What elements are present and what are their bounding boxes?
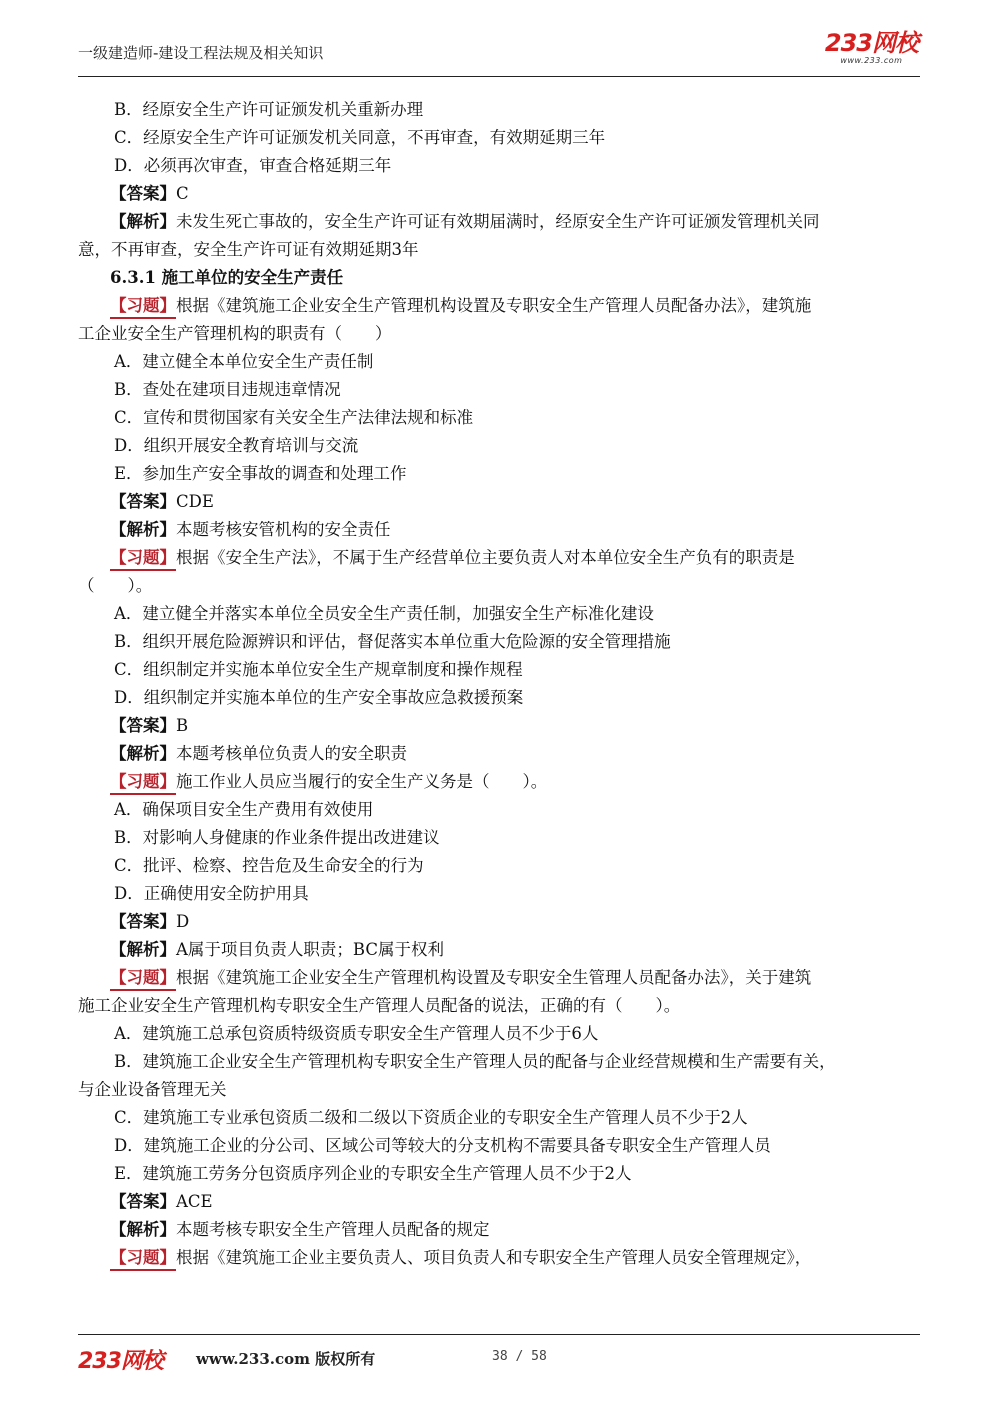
option-line: A．建立健全本单位安全生产责任制 bbox=[114, 352, 374, 371]
stem-text: 根据《建筑施工企业安全生产管理机构设置及专职安全生管理人员配备办法》，关于建筑 bbox=[176, 968, 812, 987]
answer-value: CDE bbox=[176, 492, 214, 511]
option-line: B．查处在建项目违规违章情况 bbox=[114, 380, 341, 399]
option-line: D．必须再次审查，审查合格延期三年 bbox=[114, 156, 392, 175]
page-number: 38 / 58 bbox=[492, 1349, 547, 1364]
option-continuation: 与企业设备管理无关 bbox=[78, 1080, 227, 1099]
option-line: D．组织开展安全教育培训与交流 bbox=[114, 436, 359, 455]
analysis-text: 本题考核安管机构的安全责任 bbox=[176, 520, 391, 539]
stem-continuation: （ ）。 bbox=[78, 576, 153, 595]
analysis-text: 本题考核单位负责人的安全职责 bbox=[176, 744, 407, 763]
question-stem bbox=[78, 964, 920, 992]
question-stem bbox=[78, 768, 920, 796]
header-divider bbox=[78, 76, 920, 77]
analysis-text: 本题考核专职安全生产管理人员配备的规定 bbox=[176, 1220, 490, 1239]
stem-text: 根据《安全生产法》，不属于生产经营单位主要负责人对本单位安全生产负有的职责是 bbox=[176, 548, 795, 567]
page-content bbox=[78, 96, 920, 1272]
answer-value: ACE bbox=[176, 1192, 213, 1211]
answer-line bbox=[78, 908, 920, 936]
option-line: E．建筑施工劳务分包资质序列企业的专职安全生产管理人员不少于2人 bbox=[114, 1164, 632, 1183]
option-line: C．组织制定并实施本单位安全生产规章制度和操作规程 bbox=[114, 660, 523, 679]
stem-continuation: 施工企业安全生产管理机构专职安全生产管理人员配备的说法，正确的有（ ）。 bbox=[78, 996, 681, 1015]
answer-value: B bbox=[176, 716, 189, 735]
question-stem bbox=[78, 292, 920, 320]
answer-line bbox=[78, 488, 920, 516]
option-line: C．宣传和贯彻国家有关安全生产法律法规和标准 bbox=[114, 408, 474, 427]
analysis-continuation: 意，不再审查，安全生产许可证有效期延期3年 bbox=[78, 240, 419, 259]
option-line: B．对影响人身健康的作业条件提出改进建议 bbox=[114, 828, 440, 847]
footer-logo: 233网校 bbox=[78, 1349, 163, 1374]
analysis-line bbox=[78, 740, 920, 768]
option-line: D．建筑施工企业的分公司、区域公司等较大的分支机构不需要具备专职安全生产管理人员 bbox=[114, 1136, 771, 1155]
analysis-label: 【解析】 bbox=[110, 520, 176, 539]
answer-label: 【答案】 bbox=[110, 492, 176, 511]
analysis-line bbox=[78, 208, 920, 236]
analysis-line bbox=[78, 516, 920, 544]
option-line: A．确保项目安全生产费用有效使用 bbox=[114, 800, 374, 819]
question-stem bbox=[78, 544, 920, 572]
analysis-line bbox=[78, 936, 920, 964]
analysis-text: 未发生死亡事故的，安全生产许可证有效期届满时，经原安全生产许可证颁发管理机关同 bbox=[176, 212, 820, 231]
exercise-tag: 【习题】 bbox=[110, 967, 176, 991]
stem-continuation: 工企业安全生产管理机构的职责有（ ） bbox=[78, 324, 392, 343]
stem-text: 根据《建筑施工企业主要负责人、项目负责人和专职安全生产管理人员安全管理规定》， bbox=[176, 1248, 812, 1267]
option-line: C．经原安全生产许可证颁发机关同意，不再审查，有效期延期三年 bbox=[114, 128, 606, 147]
answer-label: 【答案】 bbox=[110, 184, 176, 203]
answer-line bbox=[78, 180, 920, 208]
answer-label: 【答案】 bbox=[110, 1192, 176, 1211]
answer-label: 【答案】 bbox=[110, 716, 176, 735]
exercise-tag: 【习题】 bbox=[110, 295, 176, 319]
exercise-tag: 【习题】 bbox=[110, 771, 176, 795]
analysis-text: A属于项目负责人职责；BC属于权利 bbox=[176, 940, 444, 959]
option-line: B．建筑施工企业安全生产管理机构专职安全生产管理人员的配备与企业经营规模和生产需要有关， bbox=[114, 1052, 836, 1071]
document-title: 一级建造师-建设工程法规及相关知识 bbox=[78, 44, 324, 62]
analysis-line bbox=[78, 1216, 920, 1244]
brand-logo bbox=[825, 30, 918, 65]
option-line: C．批评、检察、控告危及生命安全的行为 bbox=[114, 856, 424, 875]
answer-line bbox=[78, 1188, 920, 1216]
option-line: C．建筑施工专业承包资质二级和二级以下资质企业的专职安全生产管理人员不少于2人 bbox=[114, 1108, 748, 1127]
section-heading: 6.3.1 施工单位的安全生产责任 bbox=[110, 268, 344, 287]
answer-label: 【答案】 bbox=[110, 912, 176, 931]
analysis-label: 【解析】 bbox=[110, 1220, 176, 1239]
logo-wordmark: 233网校 bbox=[824, 29, 918, 57]
option-line: B．经原安全生产许可证颁发机关重新办理 bbox=[114, 100, 424, 119]
page-footer bbox=[78, 1336, 920, 1376]
footer-copyright: www.233.com 版权所有 bbox=[196, 1350, 376, 1368]
answer-value: D bbox=[176, 912, 190, 931]
option-line: D．正确使用安全防护用具 bbox=[114, 884, 309, 903]
option-line: B．组织开展危险源辨识和评估，督促落实本单位重大危险源的安全管理措施 bbox=[114, 632, 671, 651]
exercise-tag: 【习题】 bbox=[110, 1247, 176, 1271]
footer-divider bbox=[78, 1334, 920, 1335]
stem-text: 根据《建筑施工企业安全生产管理机构设置及专职安全生产管理人员配备办法》，建筑施 bbox=[176, 296, 812, 315]
option-line: D．组织制定并实施本单位的生产安全事故应急救援预案 bbox=[114, 688, 524, 707]
option-line: A．建立健全并落实本单位全员安全生产责任制，加强安全生产标准化建设 bbox=[114, 604, 654, 623]
logo-url: www.233.com bbox=[840, 56, 903, 65]
analysis-label: 【解析】 bbox=[110, 212, 176, 231]
analysis-label: 【解析】 bbox=[110, 940, 176, 959]
page-header bbox=[78, 30, 920, 74]
analysis-label: 【解析】 bbox=[110, 744, 176, 763]
stem-text: 施工作业人员应当履行的安全生产义务是（ ）。 bbox=[176, 772, 548, 791]
exercise-tag: 【习题】 bbox=[110, 547, 176, 571]
option-line: E．参加生产安全事故的调查和处理工作 bbox=[114, 464, 407, 483]
answer-line bbox=[78, 712, 920, 740]
answer-value: C bbox=[176, 184, 189, 203]
option-line: A．建筑施工总承包资质特级资质专职安全生产管理人员不少于6人 bbox=[114, 1024, 599, 1043]
question-stem bbox=[78, 1244, 920, 1272]
